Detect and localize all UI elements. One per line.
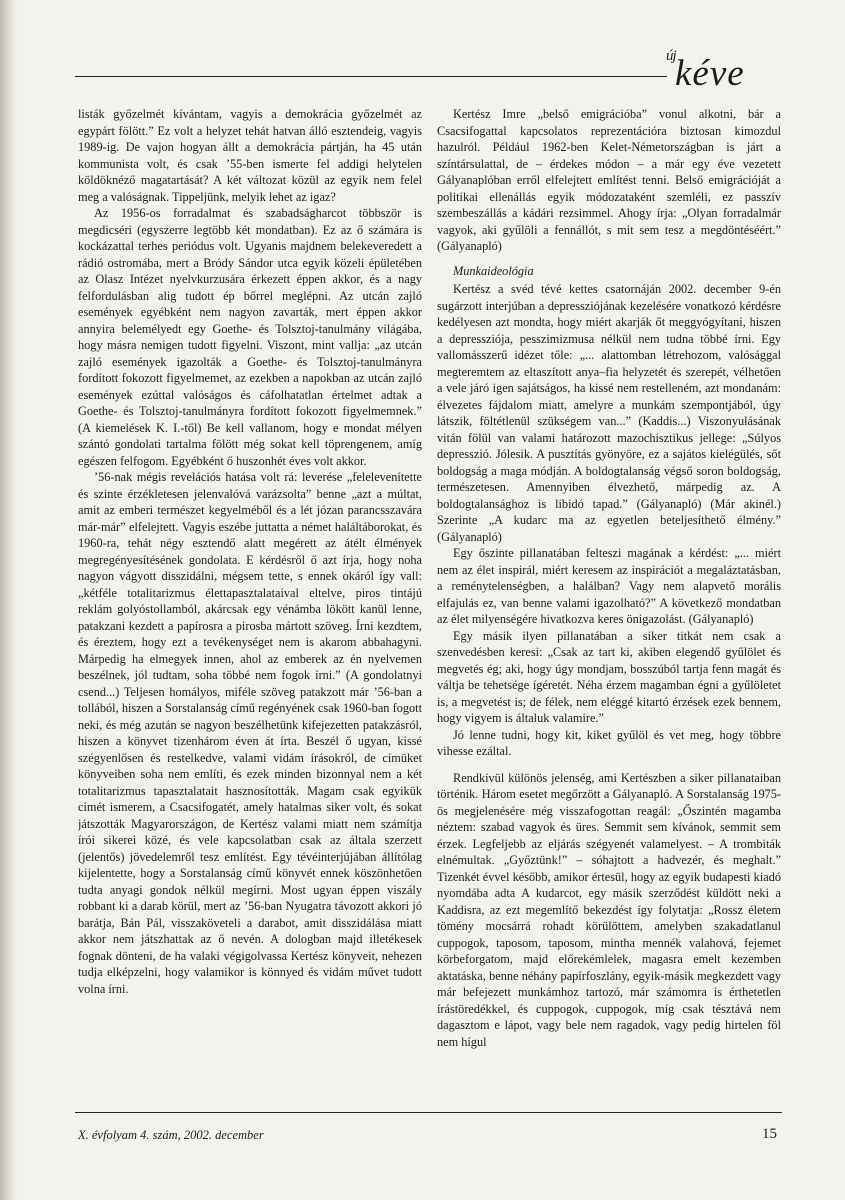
- left-column: [78, 106, 422, 1096]
- body-paragraph: Jó lenne tudni, hogy kit, kiket gyűlöl és vet meg, hogy többre vihesse ezáltal.: [437, 727, 781, 758]
- body-paragraph: listák győzelmét kívántam, vagyis a demokrácia győzelmét az egypárt fölött.” Ez volt a helyzet tehát hatvan álló esztendeig, vagyis 1989-ig. De vajon hogyan állt a demokrácia pártján, ha 45 után kommunista volt, és csak ’55-ben ismerte fel addigi helytelen köldöknéző magatartását? A két változat közül az egyik nem felel meg a valóságnak. Tippeljünk, melyik lehet az igaz?: [78, 107, 422, 204]
- body-paragraph: ’56-nak mégis revelációs hatása volt rá: leverése „felelevenítette és szinte érzékletesen jelenvalóvá varázsolta” benne „azt a múltat, amit az emberi természet kegyelméből és a lét józan parancsszavára már-már” elfelejtett. Vagyis eszébe juttatta a német haláltáborokat, és 1960-ra, tehát négy esztendő alatt megérett az átélt élmények megregényesítésének gondolata. E kérdésről ő azt írja, hogy noha nagyon vágyott disszidálni, mégsem tette, s ennek okáról így vall: „kétféle totalitarizmus élettapasztalataival eltelve, piros tintájú reklám golyóstollamból, akárcsak egy vénámba lökött kanül lenne, patakzani kezdett a papírosra a pirosba mártott szöveg. Írni kezdtem, és éreztem, hogy ezt a tevékenységet nem is akarom abbahagyni. Márpedig ha elmegyek innen, ahol az emberek az én nyelvemen beszélnek, jól tudtam, soha többé nem fogok írni.” (A gondolatnyi csend...) Teljesen homályos, miféle szöveg patakzott már ’56-ban a tollából, hiszen a Sorstalanság című regényének csak 1960-ban fogott neki, és még azután se nagyon beszélhetünk kifejezetten patakzásról, hiszen a könyvet tizenhárom éven át írta. Beszél ő ugyan, kissé szégyenlősen és restelkedve, valami vidám írásokról, de címüket könyveiben soha nem említi, és ezek minden bizonnyal nem a két totalitarizmus tapasztalatait hasznosították. Magam csak egyikük címét ismerem, a Csacsifogatét, amely hatalmas siker volt, és sokat játszották Magyarországon, de Kertész valami miatt nem számítja írói sikerei közé, és vele kapcsolatban csak az általa szerzett (jelentős) jövedelemről tesz említést. Egy tévéinterjújában állítólag kijelentette, hogy a Sorstalanság című könyvét ennek köszönhetően tudta anyagi gondok nélkül megírni. Most ugyan éppen viszály robbant ki a darab körül, mert az ’56-ban Nyugatra távozott akkori jó barátja, Bán Pál, visszaköveteli a darabot, amit disszidálása miatt akkor nem játszhattak az ő nevén. A dologban majd illetékesek fognak dönteni, de ha valaki végigolvassa Kertész könyveit, nehezen tudja elképzelni, hogy valamikor is könnyed és vidám művet tudott volna írni.: [78, 470, 422, 996]
- section-heading: Munkaideológia: [453, 263, 534, 278]
- page-number: 15: [762, 1126, 777, 1142]
- magazine-logo: [648, 48, 788, 94]
- body-paragraph: Egy őszinte pillanatában felteszi magának a kérdést: „... miért nem az élet inspirál, miért keresem az inspirációt a megaláztatásban, a reménytelenségben, a halálban? Vagy nem alapvető morális elfajulás ez, van benne valami igazolható?” A következő mondatban az élet milyenségére hivatkozva keres önigazolást. (Gályanapló): [437, 546, 781, 626]
- body-paragraph: Rendkívül különös jelenség, ami Kertészben a siker pillanataiban történik. Három esetet megőrzött a Gályanapló. A Sorstalanság 1975-ös megjelenésére még visszafogottan reagál: „Őszintén magamba néztem: szabad vagyok és üres. Semmit sem kívánok, semmit sem érzek. Legfeljebb az eljárás szégyenét valamelyest. – A trombiták elnémultak. „Győztünk!” – sóhajtott a hadvezér, és meghalt.” Tizenkét évvel később, amikor értesül, hogy az egyik budapesti kiadó nyomdába adta A kudarcot, egy másik szerződést küldött neki a Kaddisra, az ezt megemlítő bekezdést így folytatja: „Rossz életem tömény mocsárrá rohadt körülöttem, amelyben szakadatlanul cuppogok, taposom, taposom, mintha mennék valahová, fejemet körbeforgatom, majd előrekémlelek, magasra emelt kezemben aktatáska, benne néhány papírfoszlány, egyik-másik megkezdett vagy már befejezett munkámhoz tartozó, már számomra is érthetetlen írástöredékkel, és cuppogok, cuppogok, míg csak tésztává nem dagasztom e lápot, vagy bele nem ragadok, vagy pedig hirtelen föl nem hígul: [437, 770, 781, 1049]
- header-rule: [75, 76, 667, 77]
- logo-prefix: új: [666, 48, 676, 64]
- body-paragraph: Az 1956-os forradalmat és szabadságharcot többször is megdicséri (egyszerre legtöbb két mondatban). Ez az ő számára is kockázattal terhes periódus volt. Ugyanis majdnem belekeveredett a rádió ostromába, mert a Bródy Sándor utca egyik közeli épületében az Olasz Intézet nyelvkurzusára érkezett éppen akkor, és a nagy felfordulásban alig tudott ép bőrrel meglépni. Az utcán zajló események egyébként nem nagyon zavarták, mert éppen akkor annyira belemélyedt egy Goethe- és Tolsztoj-tanulmány világába, hogy másra nemigen tudott figyelni. Viszont, mint vallja: „az utcán zajló események igazolták a Goethe- és Tolsztoj-tanulmányra fordított fokozott figyelmemet, az ezekben a napokban az utcán zajló események ezúttal valóságos és cáfolhatatlan értelmet adtak a Goethe- és Tolsztoj-tanulmányra fordított fokozott figyelmemnek.” (A kiemelések K. I.-től) Be kell vallanom, hogy e mondat mélyen szántó gondolati tartalma fölött még sokat kell töprengenem, amíg egészen felfogom. Egyébként ő huszonhét éves volt akkor.: [78, 206, 422, 468]
- body-paragraph: Egy másik ilyen pillanatában a siker titkát nem csak a szenvedésben keresi: „Csak az tart ki, akiben elegendő gyűlölet és megvetés ég; aki, hogy úgy mondjam, bosszúból tartja fenn magát és váltja be tehetsége ígéretét. Néha érzem magamban égni a gyűlöletet is, a megvetést is; de félek, nem eléggé kitartó érzések ezek bennem, hogy vigyem is általuk valamire.”: [437, 628, 781, 725]
- footer-rule: [75, 1112, 782, 1113]
- body-paragraph: Kertész Imre „belső emigrációba” vonul alkotni, bár a Csacsifogattal kapcsolatos reprezentációra biztosan kimozdul hazulról. Például 1962-ben Kelet-Németországban is járt a színtársulattal, de – érdekes módon – a már egy éve vezetett Gályanaplóban erről elfelejtett említést tenni. Belső emigrációját a politikai ellenállás egyik módozataként szemléli, ez passzív szembeszállás a kádári rezsimmel. Ahogy írja: „Olyan forradalmár vagyok, aki gyűlöli a fennállót, s mit sem tesz a megdöntéséért.” (Gályanapló): [437, 107, 781, 253]
- right-column: [437, 106, 781, 1096]
- body-paragraph: Kertész a svéd tévé kettes csatornáján 2002. december 9-én sugárzott interjúban a depressziójának kezelésére vonatkozó kérdésre kedélyesen azt mondta, hogy miért akarják őt meggyógyítani, hiszen a depressziója, pesszimizmusa nélkül nem tudna többé írni. Egy vallomásszerű idézet tőle: „... alattomban létrehozom, valósággal megteremtem az eltaszított anya–fia helyzetét és szerepét, vélhetően a vele járó igen sajátságos, ha kissé nem restelleném, azt mondanám: élvezetes fájdalom miatt, amelyre a munkám szempontjából, úgy látszik, föltétlenül szükségem van...” (Kaddis...) Viszonyulásának vitán fölül van valami határozott mazochisztikus jellege: „Súlyos depresszió. Jólesik. A pusztítás gyönyöre, ez a sajátos kielégülés, sőt boldogság a maga módján. A boldogtalanság végső soron boldogság, természetesen. Amennyiben élvezhető, márpedig az. A boldogtalansághoz is libidó tapad.” (Gályanapló) (Már akinél.) Szerinte „A kudarc ma az egyetlen beteljesíthető élmény.” (Gályanapló): [437, 282, 781, 544]
- issue-info: X. évfolyam 4. szám, 2002. december: [78, 1128, 264, 1142]
- logo-main: kéve: [675, 53, 745, 94]
